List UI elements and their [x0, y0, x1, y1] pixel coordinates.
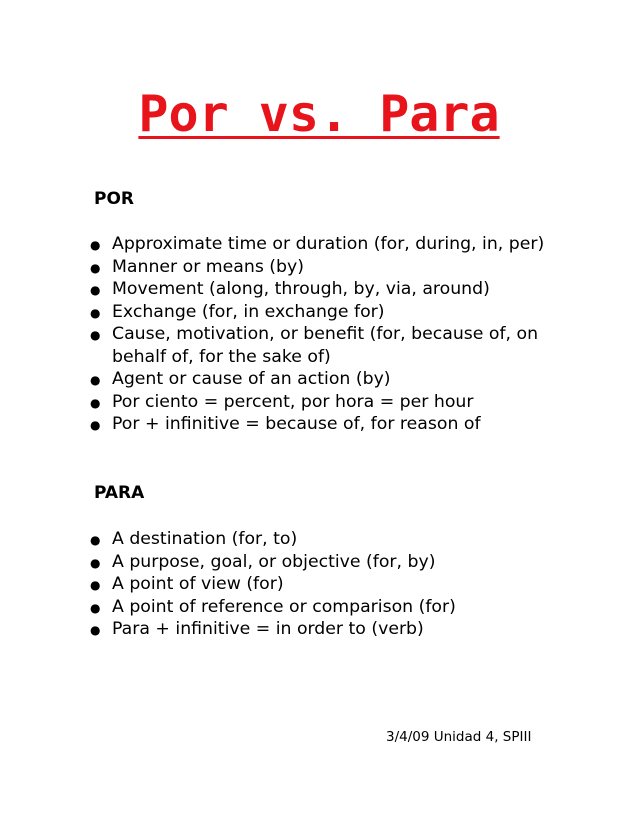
bullet-icon: ●	[90, 305, 101, 320]
list-item	[88, 596, 558, 619]
list-item-text: Exchange (for, in exchange for)	[112, 301, 385, 322]
bullet-icon: ●	[90, 283, 101, 297]
por-list	[88, 233, 558, 436]
bullet-icon: ●	[90, 238, 101, 252]
para-list	[88, 528, 558, 641]
list-item	[88, 413, 558, 436]
list-item-text: Movement (along, through, by, via, around)	[112, 279, 490, 299]
list-item-text: Por + infinitive = because of, for reason of	[112, 414, 481, 434]
page-title	[0, 84, 638, 144]
list-item-text: Para + infinitive = in order to (verb)	[112, 619, 424, 639]
list-item	[88, 278, 558, 301]
list-item	[88, 301, 558, 324]
list-item	[88, 233, 558, 256]
bullet-icon: ●	[90, 260, 101, 275]
list-item-text: A destination (for, to)	[112, 529, 298, 549]
bullet-icon: ●	[90, 373, 101, 387]
list-item	[88, 256, 558, 279]
list-item-text: A purpose, goal, or objective (for, by)	[112, 551, 436, 572]
list-item-text: A point of reference or comparison (for)	[112, 596, 456, 617]
bullet-icon: ●	[90, 578, 101, 592]
list-item-text: Agent or cause of an action (by)	[112, 369, 391, 389]
list-item-text: Por ciento = percent, por hora = per hour	[112, 391, 474, 412]
list-item	[88, 528, 558, 551]
footer-note: 3/4/09 Unidad 4, SPIII	[386, 729, 532, 745]
bullet-icon: ●	[90, 328, 101, 342]
list-item-text: Approximate time or duration (for, during, in, per)	[112, 234, 545, 254]
bullet-icon: ●	[90, 395, 101, 410]
por-heading: POR	[94, 189, 135, 209]
list-item	[88, 551, 558, 574]
list-item	[88, 323, 558, 368]
page-title-text: Por vs. Para	[138, 85, 500, 143]
bullet-icon: ●	[90, 600, 101, 615]
list-item-text: A point of view (for)	[112, 574, 284, 594]
bullet-icon: ●	[90, 623, 101, 637]
list-item	[88, 618, 558, 641]
bullet-icon: ●	[90, 533, 101, 547]
list-item	[88, 368, 558, 391]
bullet-icon: ●	[90, 418, 101, 432]
list-item	[88, 391, 558, 414]
list-item-text: Cause, motivation, or benefit (for, because of, on behalf of, for the sake of)	[112, 324, 539, 367]
para-heading: PARA	[94, 483, 145, 503]
list-item-text: Manner or means (by)	[112, 256, 304, 277]
bullet-icon: ●	[90, 555, 101, 570]
list-item	[88, 573, 558, 596]
